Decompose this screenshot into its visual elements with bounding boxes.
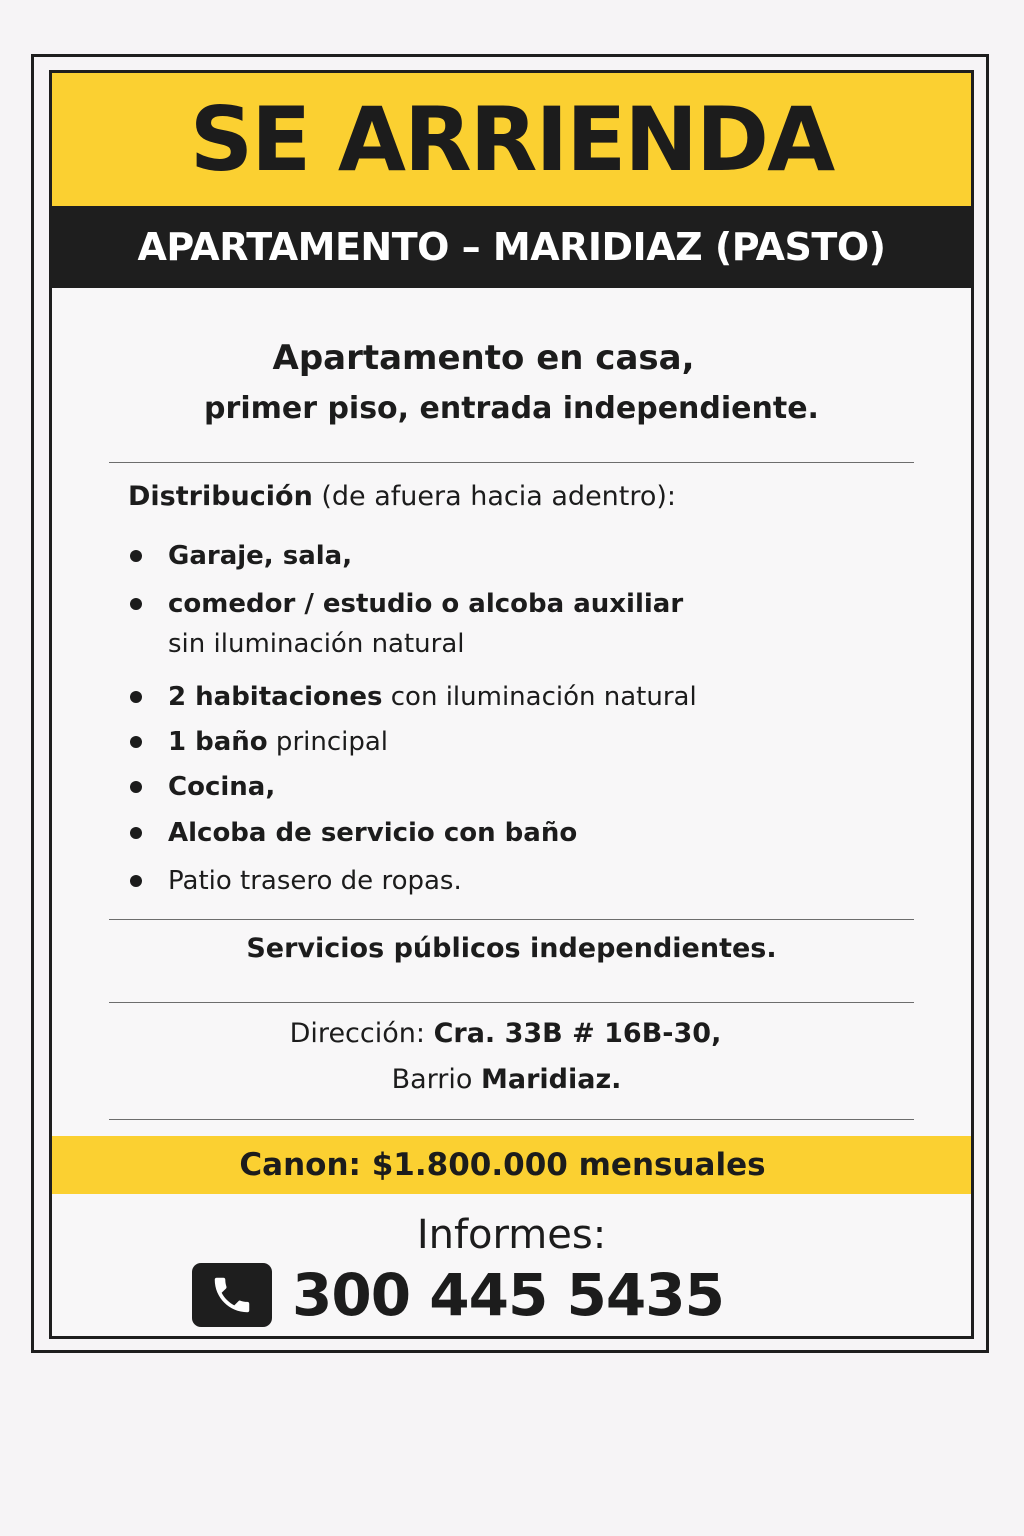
intro-line-2: primer piso, entrada independiente.	[204, 391, 819, 426]
price-band	[52, 1136, 971, 1194]
poster-subtitle: APARTAMENTO – MARIDIAZ (PASTO)	[137, 225, 886, 269]
poster	[49, 70, 974, 1339]
address-label: Dirección:	[289, 1018, 434, 1049]
bullet-icon	[130, 691, 142, 703]
address-line-1	[49, 1011, 971, 1057]
distribution-heading-bold: Distribución	[128, 481, 313, 512]
address-block	[52, 1011, 971, 1103]
list-item: Alcoba de servicio con baño	[128, 813, 697, 861]
address-line-2	[49, 1057, 971, 1103]
price-text: Canon: $1.800.000 mensuales	[239, 1147, 766, 1183]
services-note: Servicios públicos independientes.	[246, 933, 777, 964]
divider	[109, 462, 914, 463]
bullet-icon	[130, 736, 142, 748]
distribution-list	[128, 536, 697, 906]
list-item: Garaje, sala,	[128, 536, 697, 584]
bullet-icon	[130, 875, 142, 887]
divider	[109, 919, 914, 920]
intro-line-1: Apartamento en casa,	[272, 338, 695, 378]
divider	[109, 1002, 914, 1003]
barrio-label: Barrio	[391, 1064, 481, 1095]
address-street: Cra. 33B # 16B-30,	[433, 1018, 722, 1049]
poster-title: SE ARRIENDA	[189, 88, 834, 191]
list-item: 1 baño principal	[128, 722, 697, 767]
title-band	[52, 73, 971, 206]
phone-icon	[192, 1263, 272, 1327]
list-item: 2 habitaciones con iluminación natural	[128, 677, 697, 722]
phone-number[interactable]: 300 445 5435	[292, 1261, 724, 1329]
subtitle-band	[52, 206, 971, 288]
distribution-heading-rest: (de afuera hacia adentro):	[312, 481, 677, 512]
distribution-heading	[128, 477, 676, 517]
list-item: Patio trasero de ropas.	[128, 861, 697, 906]
bullet-icon	[130, 827, 142, 839]
list-item: Cocina,	[128, 767, 697, 813]
divider	[109, 1119, 914, 1120]
list-item: comedor / estudio o alcoba auxiliar sin iluminación natural	[128, 584, 697, 677]
barrio-name: Maridiaz.	[480, 1064, 622, 1095]
contact-label: Informes:	[416, 1212, 607, 1258]
intro-text	[52, 333, 971, 435]
bullet-icon	[130, 550, 142, 562]
bullet-icon	[130, 598, 142, 610]
bullet-icon	[130, 781, 142, 793]
